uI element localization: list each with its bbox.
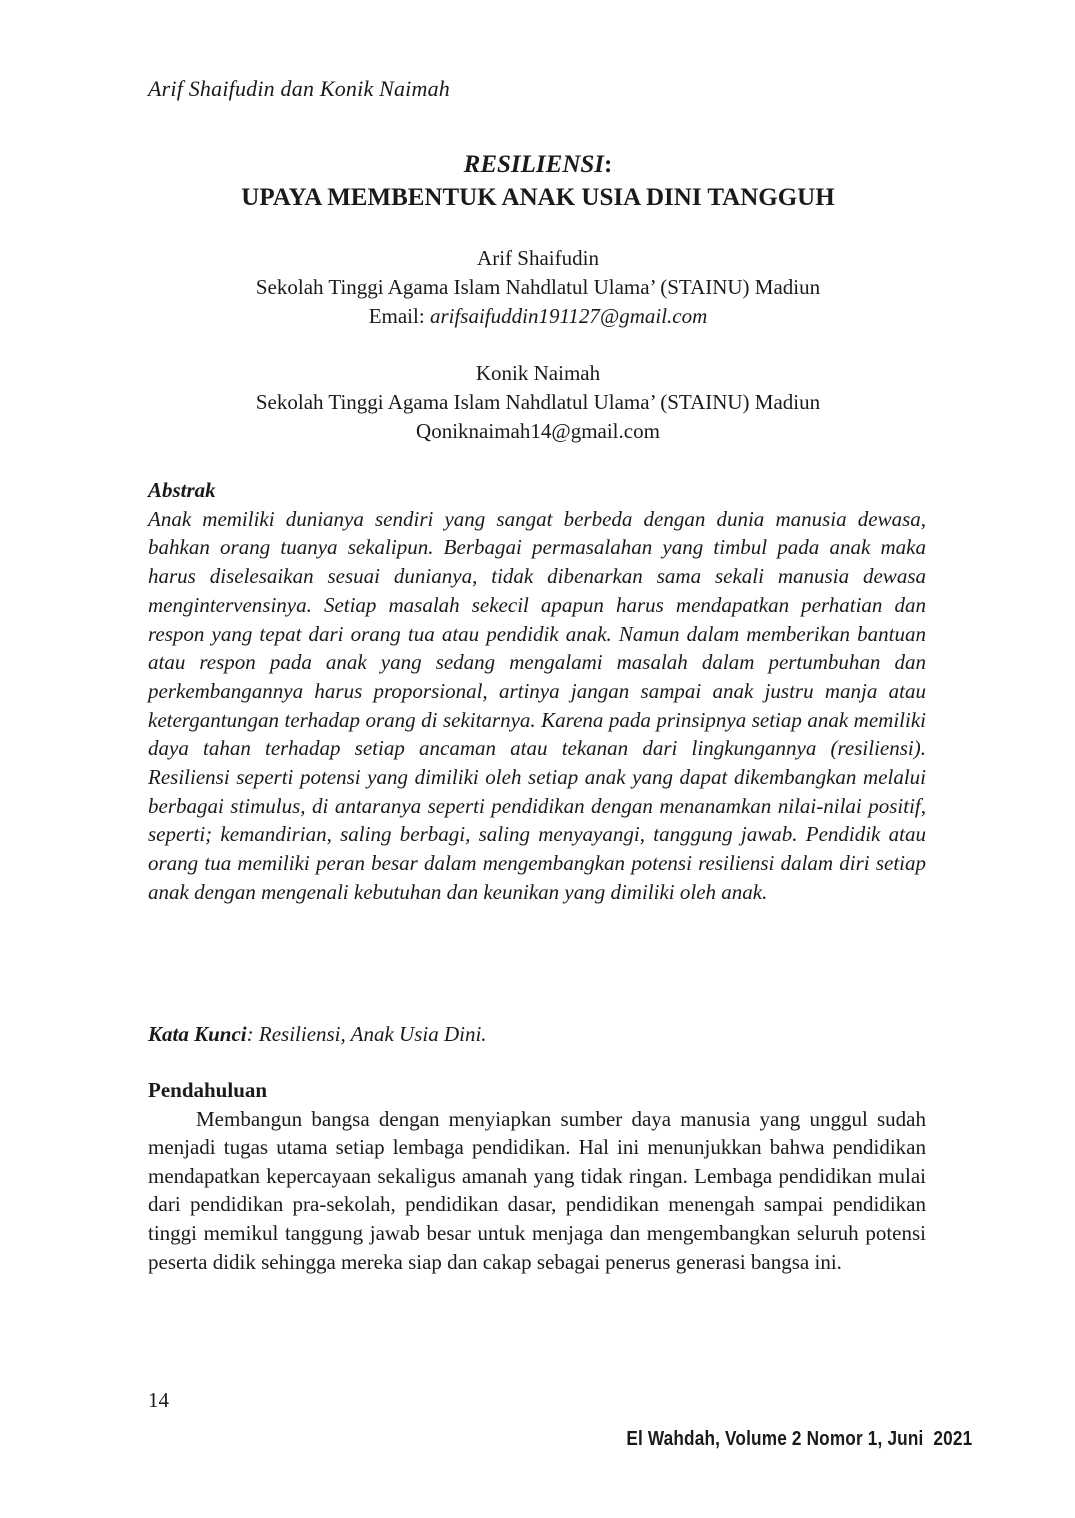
author-name: Arif Shaifudin — [477, 246, 599, 270]
title-colon: : — [604, 151, 613, 178]
author-affiliation: Sekolah Tinggi Agama Islam Nahdlatul Ulama’ (STAINU) Madiun — [255, 390, 821, 414]
keywords — [148, 1020, 926, 1048]
author-block-2 — [148, 359, 928, 446]
journal-footer: El Wahdah, Volume 2 Nomor 1, Juni 2021 — [625, 1428, 972, 1450]
section-body: Membangun bangsa dengan menyiapkan sumber daya manusia yang unggul sudah menjadi tugas utama setiap lembaga pendidikan. Hal ini menunjukkan bahwa pendidikan mendapatkan kepercayaan sekaligus amanah yang tidak ringan. Lembaga pendidikan mulai dari pendidikan pra-sekolah, pendidikan dasar, pendidikan menengah sampai pendidikan tinggi memikul tanggung jawab besar untuk menjaga dan mengembangkan seluruh potensi peserta didik sehingga mereka siap dan cakap sebagai penerus generasi bangsa ini. — [148, 1106, 926, 1274]
title-keyword: RESILIENSI — [463, 151, 605, 178]
author-email-line — [148, 302, 928, 331]
author-name: Konik Naimah — [475, 361, 601, 385]
title-line-1 — [148, 148, 928, 181]
keywords-text: : Resiliensi, Anak Usia Dini. — [246, 1022, 487, 1046]
section-heading: Pendahuluan — [148, 1078, 268, 1102]
author-block-1 — [148, 244, 928, 331]
title-line-2: UPAYA MEMBENTUK ANAK USIA DINI TANGGUH — [241, 184, 835, 211]
abstract-body: Anak memiliki dunianya sendiri yang sangat berbeda dengan dunia manusia dewasa, bahkan orang tuanya sekalipun. Berbagai permasalahan yang timbul pada anak maka harus diselesaikan sesuai dunianya, tidak dibenarkan sama sekali manusia dewasa mengintervensinya. Setiap masalah sekecil apapun harus mendapatkan perhatian dan respon yang tepat dari orang tua atau pendidik anak. Namun dalam memberikan bantuan atau respon pada anak yang sedang mengalami masalah dalam pertumbuhan dan perkembangannya harus proporsional, artinya jangan sampai anak justru manja atau ketergantungan terhadap orang di sekitarnya. Karena pada prinsipnya setiap anak memiliki daya tahan terhadap setiap ancaman atau tekanan dari lingkungannya (resiliensi). Resiliensi seperti potensi yang dimiliki oleh setiap anak yang dapat dikembangkan melalui berbagai stimulus, di antaranya seperti pendidikan dengan menanamkan nilai-nilai positif, seperti; kemandirian, saling berbagi, saling menyayangi, tanggung jawab. Pendidik atau orang tua memiliki peran besar dalam mengembangkan potensi resiliensi dalam diri setiap anak dengan mengenali kebutuhan dan keunikan yang dimiliki oleh anak. — [148, 506, 926, 904]
abstract-heading: Abstrak — [148, 478, 216, 502]
abstract-section — [148, 476, 926, 907]
running-head: Arif Shaifudin dan Konik Naimah — [148, 76, 450, 101]
keywords-label: Kata Kunci — [148, 1022, 247, 1046]
email-label: Email: — [368, 304, 430, 328]
introduction-section — [148, 1076, 926, 1276]
article-title — [148, 148, 928, 214]
page-number: 14 — [148, 1388, 169, 1412]
author-email: arifsaifuddin191127@gmail.com — [429, 304, 708, 328]
author-affiliation: Sekolah Tinggi Agama Islam Nahdlatul Ulama’ (STAINU) Madiun — [255, 275, 821, 299]
author-email: Qoniknaimah14@gmail.com — [416, 419, 660, 443]
